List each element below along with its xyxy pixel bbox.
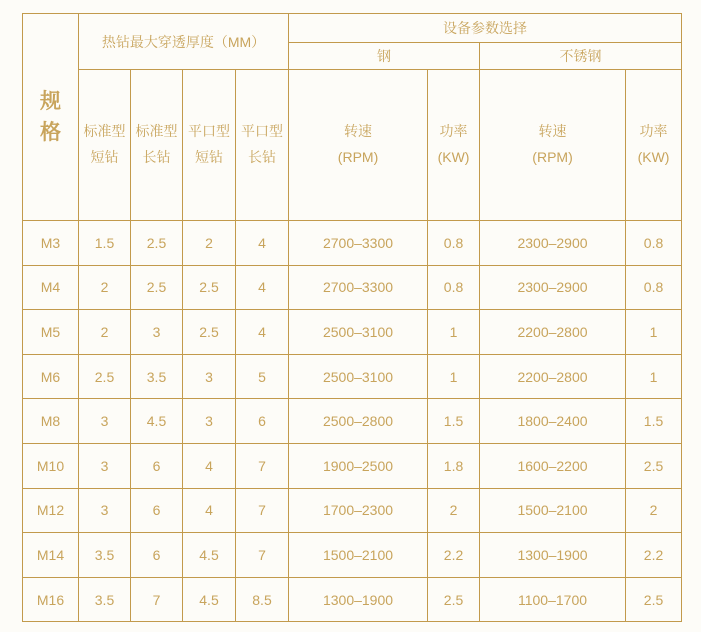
steel-power-cell: 0.8: [428, 221, 480, 266]
ss-speed-cell: 1600–2200: [480, 443, 626, 488]
flat-long-cell: 4: [236, 310, 289, 355]
ss-speed-cell: 1100–1700: [480, 577, 626, 622]
table-row: [23, 577, 682, 622]
std-short-cell: 3: [79, 399, 131, 444]
ss-power-cell: 2.2: [626, 533, 682, 578]
flat-short-cell: 2: [183, 221, 236, 266]
std-long-cell: 3.5: [131, 354, 183, 399]
ss-power-cell: 2.5: [626, 577, 682, 622]
spec-cell: M16: [23, 577, 79, 622]
header-steel-speed-line1: 转速: [344, 123, 373, 140]
header-ss-speed-line2: (RPM): [532, 149, 573, 165]
flat-short-cell: 4: [183, 488, 236, 533]
spec-cell: M5: [23, 310, 79, 355]
header-steel-speed: [289, 70, 428, 221]
header-ss-speed-line1: 转速: [538, 123, 567, 140]
spec-cell: M10: [23, 443, 79, 488]
spec-cell: M6: [23, 354, 79, 399]
steel-speed-cell: 2700–3300: [289, 221, 428, 266]
table-row: [23, 533, 682, 578]
flat-long-cell: 7: [236, 488, 289, 533]
spec-cell: M14: [23, 533, 79, 578]
table-row: [23, 354, 682, 399]
spec-table: [22, 13, 682, 622]
std-long-cell: 3: [131, 310, 183, 355]
flat-long-cell: 4: [236, 265, 289, 310]
header-ss-power-line2: (KW): [637, 149, 670, 165]
header-flat-long-line2: 长钻: [248, 149, 276, 165]
ss-power-cell: 0.8: [626, 221, 682, 266]
table-row: [23, 443, 682, 488]
header-flat-long: [236, 70, 289, 221]
ss-speed-cell: 1300–1900: [480, 533, 626, 578]
std-long-cell: 6: [131, 443, 183, 488]
flat-short-cell: 4: [183, 443, 236, 488]
table-row: [23, 399, 682, 444]
ss-power-cell: 1.5: [626, 399, 682, 444]
flat-short-cell: 3: [183, 399, 236, 444]
std-short-cell: 3: [79, 488, 131, 533]
flat-long-cell: 6: [236, 399, 289, 444]
flat-long-cell: 8.5: [236, 577, 289, 622]
std-short-cell: 2: [79, 310, 131, 355]
flat-long-cell: 7: [236, 443, 289, 488]
std-short-cell: 2.5: [79, 354, 131, 399]
steel-speed-cell: 2500–3100: [289, 310, 428, 355]
spec-cell: M12: [23, 488, 79, 533]
steel-power-cell: 1: [428, 354, 480, 399]
std-short-cell: 3.5: [79, 533, 131, 578]
std-short-cell: 1.5: [79, 221, 131, 266]
ss-speed-cell: 2200–2800: [480, 354, 626, 399]
header-steel-power: [428, 70, 480, 221]
header-flat-short-line2: 短钻: [195, 149, 223, 165]
steel-power-cell: 2.2: [428, 533, 480, 578]
header-row-subcolumns: [23, 70, 682, 221]
steel-speed-cell: 1900–2500: [289, 443, 428, 488]
steel-power-cell: 1.5: [428, 399, 480, 444]
steel-speed-cell: 2500–3100: [289, 354, 428, 399]
steel-power-cell: 1: [428, 310, 480, 355]
ss-speed-cell: 1800–2400: [480, 399, 626, 444]
ss-power-cell: 2.5: [626, 443, 682, 488]
std-long-cell: 6: [131, 488, 183, 533]
header-ss-power-line1: 功率: [639, 123, 668, 140]
header-params-group: 设备参数选择: [289, 14, 682, 43]
header-flat-short: [183, 70, 236, 221]
corner-header-spec-label: 规格: [40, 89, 61, 144]
header-steel-power-line2: (KW): [437, 149, 470, 165]
table-row: [23, 488, 682, 533]
std-short-cell: 2: [79, 265, 131, 310]
ss-speed-cell: 2300–2900: [480, 221, 626, 266]
header-steel: 钢: [289, 43, 480, 70]
table-header: [23, 14, 682, 221]
flat-long-cell: 4: [236, 221, 289, 266]
flat-short-cell: 3: [183, 354, 236, 399]
std-short-cell: 3.5: [79, 577, 131, 622]
std-short-cell: 3: [79, 443, 131, 488]
std-long-cell: 2.5: [131, 265, 183, 310]
steel-power-cell: 2.5: [428, 577, 480, 622]
steel-power-cell: 2: [428, 488, 480, 533]
steel-speed-cell: 1300–1900: [289, 577, 428, 622]
spec-cell: M8: [23, 399, 79, 444]
steel-speed-cell: 2500–2800: [289, 399, 428, 444]
header-std-short-line2: 短钻: [90, 149, 119, 165]
table-body: [23, 221, 682, 622]
spec-cell: M3: [23, 221, 79, 266]
header-std-short-line1: 标准型: [83, 123, 126, 140]
header-std-long-line2: 长钻: [142, 149, 171, 165]
header-thickness-group: 热钻最大穿透厚度（MM）: [79, 14, 289, 70]
steel-speed-cell: 2700–3300: [289, 265, 428, 310]
std-long-cell: 2.5: [131, 221, 183, 266]
table-row: [23, 310, 682, 355]
ss-speed-cell: 2300–2900: [480, 265, 626, 310]
flat-long-cell: 7: [236, 533, 289, 578]
std-long-cell: 6: [131, 533, 183, 578]
steel-speed-cell: 1500–2100: [289, 533, 428, 578]
header-stainless: 不锈钢: [480, 43, 682, 70]
flat-short-cell: 2.5: [183, 265, 236, 310]
header-std-long: [131, 70, 183, 221]
header-ss-power: [626, 70, 682, 221]
header-steel-speed-line2: (RPM): [337, 149, 379, 165]
header-flat-short-line1: 平口型: [188, 123, 230, 140]
header-ss-speed: [480, 70, 626, 221]
steel-power-cell: 1.8: [428, 443, 480, 488]
header-flat-long-line1: 平口型: [241, 123, 283, 140]
header-std-short: [79, 70, 131, 221]
table-row: [23, 265, 682, 310]
ss-power-cell: 2: [626, 488, 682, 533]
spec-cell: M4: [23, 265, 79, 310]
ss-power-cell: 0.8: [626, 265, 682, 310]
header-std-long-line1: 标准型: [135, 123, 178, 140]
flat-long-cell: 5: [236, 354, 289, 399]
std-long-cell: 4.5: [131, 399, 183, 444]
std-long-cell: 7: [131, 577, 183, 622]
ss-power-cell: 1: [626, 354, 682, 399]
header-row-groups: [23, 14, 682, 43]
ss-speed-cell: 1500–2100: [480, 488, 626, 533]
ss-speed-cell: 2200–2800: [480, 310, 626, 355]
ss-power-cell: 1: [626, 310, 682, 355]
header-steel-power-line1: 功率: [439, 123, 468, 140]
corner-header-spec: [23, 14, 79, 221]
steel-power-cell: 0.8: [428, 265, 480, 310]
flat-short-cell: 2.5: [183, 310, 236, 355]
steel-speed-cell: 1700–2300: [289, 488, 428, 533]
table-row: [23, 221, 682, 266]
flat-short-cell: 4.5: [183, 577, 236, 622]
flat-short-cell: 4.5: [183, 533, 236, 578]
